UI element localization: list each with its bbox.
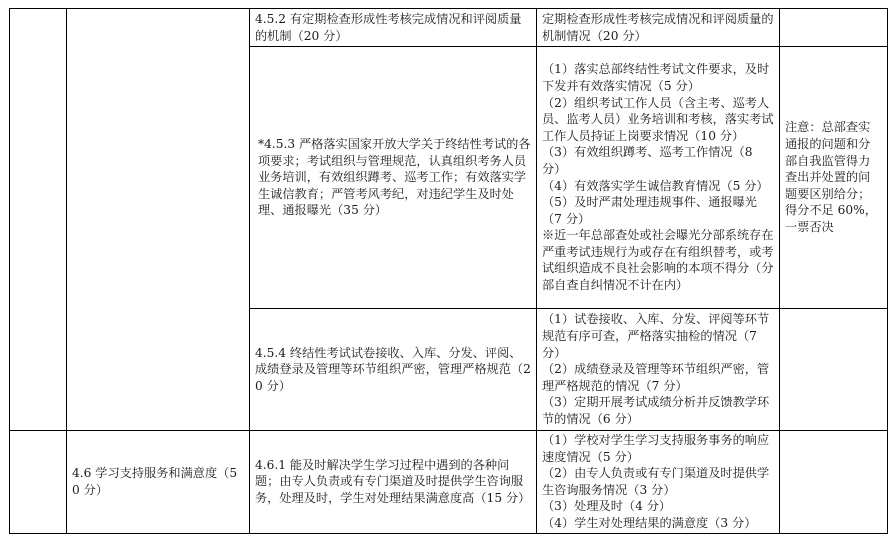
note-4-6-1 [780, 431, 888, 534]
item-4-5-3 [250, 47, 537, 309]
criteria-line: （4）有效落实学生诚信教育情况（5 分） [542, 178, 769, 193]
note-4-5-4 [780, 309, 888, 431]
item-4-5-4 [250, 309, 537, 431]
table-row-4-5-2 [10, 9, 888, 47]
note-text: 注意：总部查实通报的问题和分部自我监管得力查出并处置的问题要区别给分；得分不足 60%，一票否决 [785, 120, 877, 234]
criteria-line: （1）试卷接收、入库、分发、评阅等环节规范有序可查，严格落实抽检的情况（7 分） [542, 312, 770, 360]
level1-cell-empty [10, 431, 67, 534]
item-4-5-2 [250, 9, 537, 47]
criteria-line: （4）学生对处理结果的满意度（3 分） [542, 515, 757, 530]
criteria-4-5-4 [537, 309, 780, 431]
item-4-5-2-text: 4.5.2 有定期检查形成性考核完成情况和评阅质量的机制（20 分） [255, 11, 522, 43]
criteria-4-6-1 [537, 431, 780, 534]
criteria-4-5-3 [537, 47, 780, 309]
criteria-veto-note: ※近一年总部查处或社会曝光分部系统存在严重考试违规行为或存在有组织替考，或考试组织造成不良社会影响的本项不得分（分部自查自纠情况不计在内） [542, 228, 774, 293]
item-4-5-3-text: *4.5.3 严格落实国家开放大学关于终结性考试的各项要求；考试组织与管理规范，认真组织考务人员业务培训，有效组织蹲考、巡考工作；有效落实学生诚信教育；严管考风考纪，对违纪学生及时处理、通报曝光（35 分） [258, 137, 531, 218]
category-cell-empty [67, 9, 250, 431]
note-4-5-3 [780, 47, 888, 309]
criteria-line: （3）有效组织蹲考、巡考工作情况（8 分） [542, 145, 753, 176]
criteria-line: （3）定期开展考试成绩分析并反馈教学环节的情况（6 分） [542, 395, 770, 426]
note-4-5-2 [780, 9, 888, 47]
criteria-line: （3）处理及时（4 分） [542, 499, 672, 514]
criteria-line: （2）由专人负责或有专门渠道及时提供学生咨询服务情况（3 分） [542, 466, 770, 497]
criteria-4-5-2 [537, 9, 780, 47]
item-4-6-1-text: 4.6.1 能及时解决学生学习过程中遇到的各种问题；由专人负责或有专门渠道及时提供学生咨询服务，处理及时，学生对处理结果满意度高（15 分） [255, 457, 531, 506]
table-row-4-6-1 [10, 431, 888, 534]
criteria-line: （2）成绩登录及管理等环节组织严密，管理严格规范的情况（7 分） [542, 362, 770, 393]
criteria-line: （5）及时严肃处理违规事件、通报曝光（7 分） [542, 195, 757, 226]
category-4-6-text: 4.6 学习支持服务和满意度（50 分） [72, 466, 238, 497]
criteria-line: （2）组织考试工作人员（含主考、巡考人员、监考人员）业务培训和考核，落实考试工作人员持证上岗要求情况（10 分） [542, 95, 774, 143]
evaluation-table-page [9, 8, 887, 536]
criteria-line: （1）学校对学生学习支持服务事务的响应速度情况（5 分） [542, 433, 770, 464]
evaluation-table [9, 8, 888, 534]
criteria-text: 定期检查形成性考核完成情况和评阅质量的机制情况（20 分） [542, 11, 774, 43]
criteria-line: （1）落实总部终结性考试文件要求，及时下发并有效落实情况（5 分） [542, 62, 770, 93]
item-4-5-4-text: 4.5.4 终结性考试试卷接收、入库、分发、评阅、成绩登录及管理等环节组织严密，管理严格规范（20 分） [255, 345, 531, 393]
level1-cell-empty [10, 9, 67, 431]
category-4-6 [67, 431, 250, 534]
item-4-6-1 [250, 431, 537, 534]
